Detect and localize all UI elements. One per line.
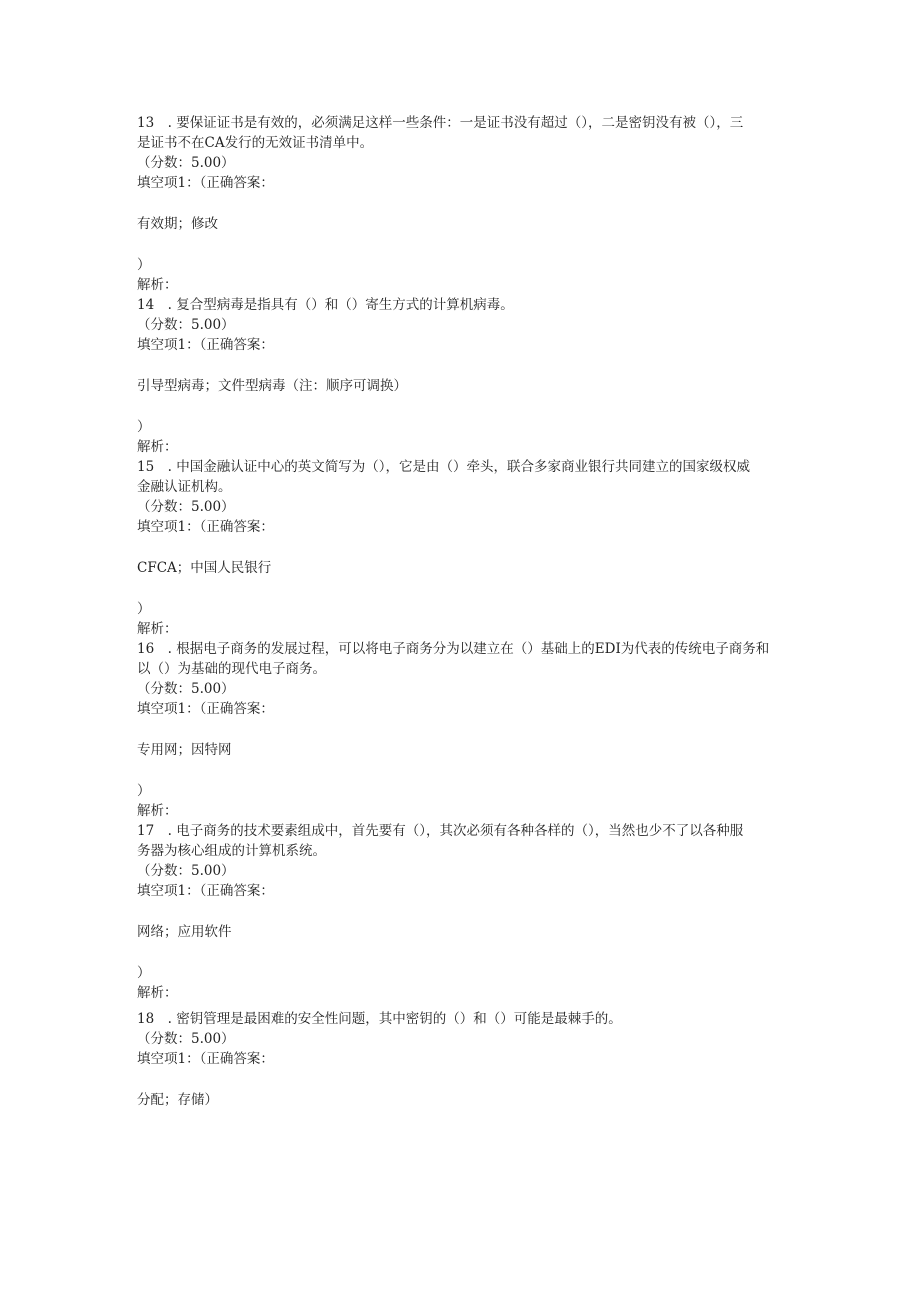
- question-text: 17 . 电子商务的技术要素组成中，首先要有（），其次必须有各种各样的（），当然也少不了以各种服: [137, 823, 744, 839]
- analysis-label: 解析：: [137, 621, 178, 637]
- question-14: [137, 295, 787, 457]
- question-text: 务器为核心组成的计算机系统。: [137, 843, 326, 859]
- answer-close: ）: [137, 965, 151, 981]
- analysis-label: 解析：: [137, 439, 178, 455]
- question-text: 金融认证机构。: [137, 479, 232, 495]
- question-text: 是证书不在CA发行的无效证书清单中。: [137, 135, 374, 151]
- question-text: 15 . 中国金融认证中心的英文简写为（），它是由（）牵头，联合多家商业银行共同建立的国家级权威: [137, 459, 751, 475]
- question-15: [137, 457, 787, 639]
- question-text: 16 . 根据电子商务的发展过程，可以将电子商务分为以建立在（）基础上的EDI为代表的传统电子商务和: [137, 641, 770, 657]
- fill-blank-label: 填空项1：（正确答案：: [137, 1051, 274, 1067]
- score-label: （分数：5.00）: [137, 681, 235, 697]
- fill-blank-label: 填空项1：（正确答案：: [137, 175, 274, 191]
- answer-close: ）: [137, 601, 151, 617]
- fill-blank-label: 填空项1：（正确答案：: [137, 883, 274, 899]
- score-label: （分数：5.00）: [137, 317, 235, 333]
- score-label: （分数：5.00）: [137, 863, 235, 879]
- score-label: （分数：5.00）: [137, 499, 235, 515]
- question-text: 14 . 复合型病毒是指具有（）和（）寄生方式的计算机病毒。: [137, 297, 514, 313]
- score-label: （分数：5.00）: [137, 1031, 235, 1047]
- answer-close: ）: [137, 419, 151, 435]
- answer-text: 有效期；修改: [137, 216, 218, 232]
- question-text: 以（）为基础的现代电子商务。: [137, 661, 326, 677]
- fill-blank-label: 填空项1：（正确答案：: [137, 701, 274, 717]
- question-16: [137, 639, 787, 821]
- fill-blank-label: 填空项1：（正确答案：: [137, 337, 274, 353]
- question-text: 13 . 要保证证书是有效的，必须满足这样一些条件：一是证书没有超过（），二是密钥没有被（），三: [137, 115, 744, 131]
- answer-close: ）: [137, 257, 151, 273]
- question-13: [137, 113, 787, 295]
- answer-text: 分配；存储）: [137, 1092, 218, 1108]
- question-18: [137, 1009, 787, 1110]
- answer-text: 网络；应用软件: [137, 924, 232, 940]
- answer-close: ）: [137, 783, 151, 799]
- question-17: [137, 821, 787, 1003]
- score-label: （分数：5.00）: [137, 155, 235, 171]
- analysis-label: 解析：: [137, 985, 178, 1001]
- fill-blank-label: 填空项1：（正确答案：: [137, 519, 274, 535]
- answer-text: 引导型病毒；文件型病毒（注：顺序可调换）: [137, 378, 407, 394]
- analysis-label: 解析：: [137, 277, 178, 293]
- document-page: [137, 113, 787, 1131]
- question-text: 18 . 密钥管理是最困难的安全性问题，其中密钥的（）和（）可能是最棘手的。: [137, 1011, 622, 1027]
- answer-text: 专用网；因特网: [137, 742, 232, 758]
- analysis-label: 解析：: [137, 803, 178, 819]
- answer-text: CFCA；中国人民银行: [137, 560, 272, 576]
